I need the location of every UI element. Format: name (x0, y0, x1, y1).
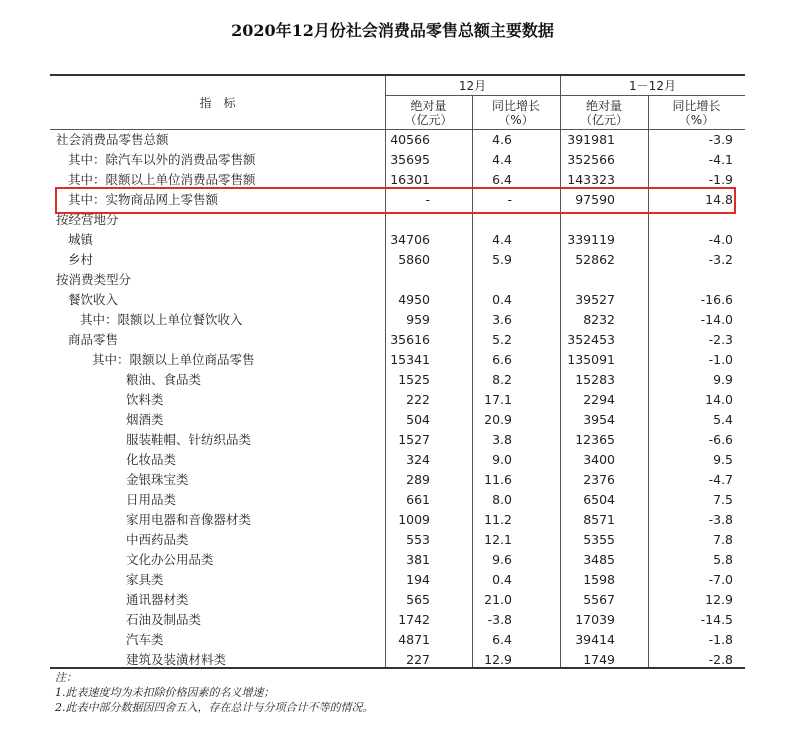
cell-ytd-abs: 352566 (567, 152, 615, 167)
table-row (50, 370, 745, 390)
row-label: 日用品类 (126, 492, 177, 507)
cell-month-abs: 4950 (398, 292, 430, 307)
cell-ytd-abs: 352453 (567, 332, 615, 347)
cell-ytd-abs: 1598 (583, 572, 615, 587)
cell-ytd-abs: 39527 (575, 292, 615, 307)
table-row (50, 510, 745, 530)
col-header-abs-line2: （亿元） (579, 113, 628, 127)
cell-month-abs: 16301 (390, 172, 430, 187)
cell-month-yoy: 12.9 (484, 652, 512, 667)
cell-ytd-abs: 5355 (583, 532, 615, 547)
table-row (50, 270, 745, 290)
cell-month-abs: 34706 (390, 232, 430, 247)
cell-ytd-yoy: -6.6 (708, 432, 733, 447)
col-header-yoy (472, 99, 560, 127)
cell-month-abs: 565 (406, 592, 430, 607)
row-label: 商品零售 (68, 332, 119, 347)
cell-ytd-abs: 2376 (583, 472, 615, 487)
cell-ytd-abs: 339119 (567, 232, 615, 247)
cell-ytd-yoy: 7.5 (713, 492, 733, 507)
cell-month-abs: 324 (406, 452, 430, 467)
cell-month-abs: 35695 (390, 152, 430, 167)
row-label: 按消费类型分 (56, 272, 132, 287)
cell-ytd-abs: 3954 (583, 412, 615, 427)
row-label: 餐饮收入 (68, 292, 119, 307)
cell-ytd-abs: 3485 (583, 552, 615, 567)
cell-month-yoy: 11.6 (484, 472, 512, 487)
row-label: 建筑及装潢材料类 (126, 652, 227, 667)
group-header-ytd: 1－12月 (629, 79, 676, 93)
row-label: 化妆品类 (126, 452, 177, 467)
cell-month-abs: 194 (406, 572, 430, 587)
row-label: 其中：限额以上单位餐饮收入 (80, 312, 243, 327)
table-row (50, 430, 745, 450)
group-header-rule (385, 95, 745, 96)
cell-month-abs: - (425, 192, 430, 207)
cell-month-yoy: - (507, 192, 512, 207)
cell-ytd-abs: 6504 (583, 492, 615, 507)
row-label: 中西药品类 (126, 532, 189, 547)
col-header-abs (385, 99, 472, 127)
row-label: 其中：限额以上单位消费品零售额 (68, 172, 256, 187)
cell-month-abs: 1742 (398, 612, 430, 627)
cell-ytd-abs: 39414 (575, 632, 615, 647)
cell-month-yoy: 6.4 (492, 632, 512, 647)
cell-ytd-yoy: -1.9 (708, 172, 733, 187)
table-row (50, 630, 745, 650)
cell-ytd-abs: 1749 (583, 652, 615, 667)
cell-ytd-yoy: -16.6 (700, 292, 733, 307)
cell-ytd-abs: 15283 (575, 372, 615, 387)
cell-month-abs: 553 (406, 532, 430, 547)
table-row (50, 650, 745, 670)
cell-month-yoy: 4.4 (492, 232, 512, 247)
table-row (50, 350, 745, 370)
notes-heading: 注： (55, 671, 77, 684)
cell-month-yoy: 5.9 (492, 252, 512, 267)
table-row (50, 530, 745, 550)
row-label: 服装鞋帽、针纺织品类 (126, 432, 252, 447)
table-row (50, 570, 745, 590)
col-header-abs (560, 99, 648, 127)
cell-ytd-abs: 97590 (575, 192, 615, 207)
cell-ytd-yoy: -1.0 (708, 352, 733, 367)
table-row (50, 610, 745, 630)
cell-ytd-yoy: -7.0 (708, 572, 733, 587)
cell-ytd-yoy: -14.5 (700, 612, 733, 627)
cell-month-yoy: 9.0 (492, 452, 512, 467)
note-line: 2.此表中部分数据因四舍五入，存在总计与分项合计不等的情况。 (55, 701, 374, 714)
group-header-month: 12月 (458, 79, 487, 93)
cell-ytd-abs: 17039 (575, 612, 615, 627)
cell-month-yoy: 3.8 (492, 432, 512, 447)
cell-month-abs: 661 (406, 492, 430, 507)
cell-ytd-yoy: -1.8 (708, 632, 733, 647)
row-label: 其中：除汽车以外的消费品零售额 (68, 152, 256, 167)
row-label: 文化办公用品类 (126, 552, 214, 567)
cell-ytd-yoy: 14.0 (705, 392, 733, 407)
table-notes (55, 670, 374, 715)
cell-month-abs: 289 (406, 472, 430, 487)
cell-ytd-abs: 3400 (583, 452, 615, 467)
row-label: 烟酒类 (126, 412, 164, 427)
cell-month-abs: 504 (406, 412, 430, 427)
cell-month-yoy: 17.1 (484, 392, 512, 407)
cell-month-abs: 5860 (398, 252, 430, 267)
col-header-yoy-line2: （%） (678, 113, 715, 127)
cell-month-abs: 381 (406, 552, 430, 567)
cell-month-yoy: 8.2 (492, 372, 512, 387)
indicator-header: 指 标 (199, 96, 236, 110)
row-label: 汽车类 (126, 632, 164, 647)
cell-month-abs: 959 (406, 312, 430, 327)
cell-month-abs: 1525 (398, 372, 430, 387)
cell-month-abs: 1009 (398, 512, 430, 527)
cell-ytd-yoy: 14.8 (705, 192, 733, 207)
row-label: 其中：实物商品网上零售额 (68, 192, 219, 207)
cell-month-yoy: 6.6 (492, 352, 512, 367)
cell-ytd-yoy: -3.9 (708, 132, 733, 147)
cell-month-yoy: 3.6 (492, 312, 512, 327)
table-row (50, 290, 745, 310)
table-row (50, 150, 745, 170)
highlight-box (55, 187, 736, 214)
row-label: 其中：限额以上单位商品零售 (92, 352, 255, 367)
cell-ytd-yoy: -2.3 (708, 332, 733, 347)
col-header-yoy-line1: 同比增长 (672, 99, 721, 113)
row-label: 乡村 (68, 252, 94, 267)
col-header-yoy-line2: （%） (498, 113, 534, 127)
cell-month-yoy: 9.6 (492, 552, 512, 567)
cell-ytd-abs: 2294 (583, 392, 615, 407)
col-header-abs-line2: （亿元） (404, 113, 453, 127)
cell-month-abs: 4871 (398, 632, 430, 647)
cell-ytd-abs: 52862 (575, 252, 615, 267)
col-header-yoy-line1: 同比增长 (491, 99, 540, 113)
cell-month-abs: 227 (406, 652, 430, 667)
cell-month-yoy: 5.2 (492, 332, 512, 347)
cell-month-yoy: 0.4 (492, 292, 512, 307)
cell-ytd-yoy: 5.4 (713, 412, 733, 427)
cell-ytd-abs: 391981 (567, 132, 615, 147)
cell-ytd-abs: 143323 (567, 172, 615, 187)
cell-ytd-abs: 5567 (583, 592, 615, 607)
cell-ytd-yoy: -3.2 (708, 252, 733, 267)
cell-ytd-yoy: -4.0 (708, 232, 733, 247)
cell-ytd-yoy: -3.8 (708, 512, 733, 527)
table-row (50, 250, 745, 270)
cell-ytd-yoy: -14.0 (700, 312, 733, 327)
cell-month-abs: 222 (406, 392, 430, 407)
cell-ytd-abs: 12365 (575, 432, 615, 447)
table-row (50, 390, 745, 410)
cell-month-yoy: 21.0 (484, 592, 512, 607)
row-label: 城镇 (68, 232, 94, 247)
col-header-abs-line1: 绝对量 (410, 99, 447, 113)
row-label: 社会消费品零售总额 (56, 132, 169, 147)
col-header-abs-line1: 绝对量 (585, 99, 622, 113)
col-header-yoy (648, 99, 745, 127)
row-label: 金银珠宝类 (126, 472, 189, 487)
row-label: 家用电器和音像器材类 (126, 512, 252, 527)
table-row (50, 590, 745, 610)
row-label: 饮料类 (126, 392, 164, 407)
table-row (50, 310, 745, 330)
cell-month-abs: 40566 (390, 132, 430, 147)
cell-ytd-yoy: 12.9 (705, 592, 733, 607)
cell-month-yoy: 20.9 (484, 412, 512, 427)
table-row (50, 410, 745, 430)
cell-month-yoy: 11.2 (484, 512, 512, 527)
row-label: 按经营地分 (56, 212, 119, 227)
cell-ytd-yoy: 9.9 (713, 372, 733, 387)
table-row (50, 130, 745, 150)
table-row (50, 490, 745, 510)
top-rule (50, 74, 745, 76)
row-label: 石油及制品类 (126, 612, 202, 627)
cell-month-yoy: 8.0 (492, 492, 512, 507)
table-row (50, 330, 745, 350)
table-row (50, 230, 745, 250)
cell-ytd-yoy: 9.5 (713, 452, 733, 467)
table-title: 2020年12月份社会消费品零售总额主要数据 (231, 21, 554, 40)
cell-ytd-yoy: -4.7 (708, 472, 733, 487)
cell-ytd-yoy: 7.8 (713, 532, 733, 547)
cell-ytd-abs: 135091 (567, 352, 615, 367)
cell-ytd-yoy: -4.1 (708, 152, 733, 167)
table-row (50, 450, 745, 470)
note-line: 1.此表速度均为未扣除价格因素的名义增速； (55, 686, 275, 699)
cell-month-abs: 35616 (390, 332, 430, 347)
cell-month-yoy: 0.4 (492, 572, 512, 587)
cell-month-abs: 15341 (390, 352, 430, 367)
cell-month-yoy: 6.4 (492, 172, 512, 187)
cell-month-yoy: 4.6 (492, 132, 512, 147)
table-row (50, 550, 745, 570)
table-row (50, 470, 745, 490)
cell-ytd-yoy: -2.8 (708, 652, 733, 667)
cell-ytd-yoy: 5.8 (713, 552, 733, 567)
cell-month-abs: 1527 (398, 432, 430, 447)
row-label: 粮油、食品类 (126, 372, 202, 387)
row-label: 家具类 (126, 572, 164, 587)
cell-month-yoy: 4.4 (492, 152, 512, 167)
cell-ytd-abs: 8571 (583, 512, 615, 527)
cell-month-yoy: 12.1 (484, 532, 512, 547)
cell-month-yoy: -3.8 (487, 612, 512, 627)
row-label: 通讯器材类 (126, 592, 189, 607)
cell-ytd-abs: 8232 (583, 312, 615, 327)
